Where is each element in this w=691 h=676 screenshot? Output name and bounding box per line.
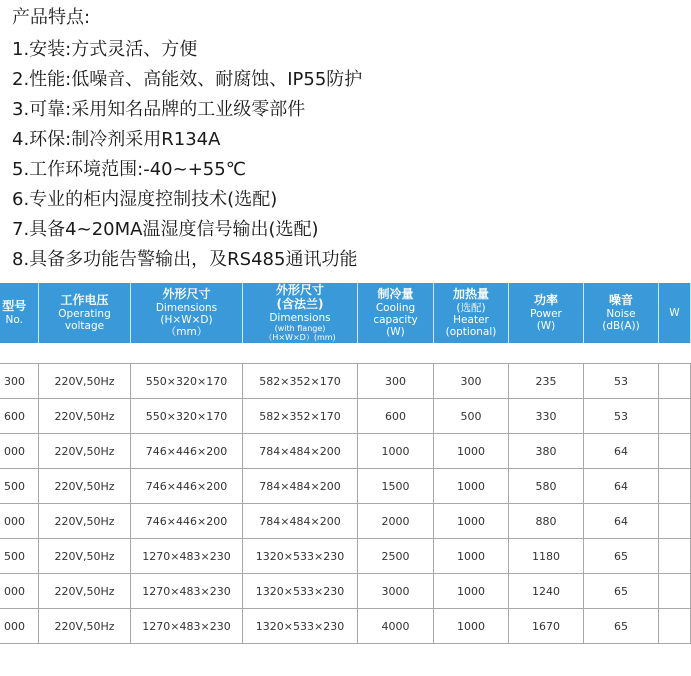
cell-model: 000: [0, 609, 39, 644]
cell-dims: 746×446×200: [131, 504, 243, 539]
table-row: [0, 504, 691, 539]
cell-power: 330: [509, 399, 584, 434]
cell-power: 880: [509, 504, 584, 539]
cell-cooling: 2000: [358, 504, 434, 539]
header-model: 型号 No.: [0, 283, 39, 343]
cell-voltage: 220V,50Hz: [39, 609, 131, 644]
feature-item: 8.具备多功能告警输出，及RS485通讯功能: [12, 249, 358, 270]
features-title: 产品特点:: [12, 7, 91, 28]
spec-table-container: [0, 282, 680, 676]
cell-noise: 65: [584, 539, 659, 574]
cell-cooling: 1500: [358, 469, 434, 504]
table-row: [0, 574, 691, 609]
cell-voltage: 220V,50Hz: [39, 504, 131, 539]
table-header-row: [0, 283, 691, 343]
cell-dims: 550×320×170: [131, 364, 243, 399]
cell-heating: 1000: [434, 469, 509, 504]
header-voltage: 工作电压 Operating voltage: [39, 283, 131, 343]
header-dimensions: 外形尺寸 Dimensions (H×W×D) （mm）: [131, 283, 243, 343]
cell-extra: [659, 399, 691, 434]
cell-power: 235: [509, 364, 584, 399]
cell-dims: 1270×483×230: [131, 574, 243, 609]
feature-item: 2.性能:低噪音、高能效、耐腐蚀、IP55防护: [12, 69, 363, 90]
header-dimensions-flange: 外形尺寸 (含法兰) Dimensions (with flange) （H×W×D）(mm): [243, 283, 358, 343]
cell-cooling: 2500: [358, 539, 434, 574]
cell-voltage: 220V,50Hz: [39, 364, 131, 399]
header-noise: 噪音 Noise (dB(A)): [584, 283, 659, 343]
cell-power: 1670: [509, 609, 584, 644]
cell-heating: 500: [434, 399, 509, 434]
cell-dims: 1270×483×230: [131, 609, 243, 644]
header-power: 功率 Power (W): [509, 283, 584, 343]
cell-noise: 65: [584, 609, 659, 644]
cell-dims-flange: 582×352×170: [243, 399, 358, 434]
table-row: [0, 399, 691, 434]
cell-extra: [659, 574, 691, 609]
cell-noise: 64: [584, 469, 659, 504]
cell-extra: [659, 539, 691, 574]
cell-voltage: 220V,50Hz: [39, 469, 131, 504]
cell-heating: 300: [434, 364, 509, 399]
cell-cooling: 3000: [358, 574, 434, 609]
cell-model: 500: [0, 469, 39, 504]
cell-cooling: 300: [358, 364, 434, 399]
cell-heating: 1000: [434, 574, 509, 609]
cell-model: 300: [0, 364, 39, 399]
cell-noise: 64: [584, 434, 659, 469]
cell-model: 000: [0, 574, 39, 609]
spec-table: [0, 283, 691, 644]
cell-extra: [659, 434, 691, 469]
feature-item: 4.环保:制冷剂采用R134A: [12, 129, 221, 150]
cell-dims: 550×320×170: [131, 399, 243, 434]
cell-cooling: 1000: [358, 434, 434, 469]
cell-heating: 1000: [434, 539, 509, 574]
cell-model: 500: [0, 539, 39, 574]
header-cooling: 制冷量 Cooling capacity (W): [358, 283, 434, 343]
cell-dims: 1270×483×230: [131, 539, 243, 574]
feature-item: 7.具备4~20MA温湿度信号输出(选配): [12, 219, 319, 240]
cell-voltage: 220V,50Hz: [39, 539, 131, 574]
cell-power: 580: [509, 469, 584, 504]
feature-item: 1.安装:方式灵活、方便: [12, 39, 198, 60]
header-heater: 加热量 (选配) Heater (optional): [434, 283, 509, 343]
cell-dims: 746×446×200: [131, 434, 243, 469]
cell-dims: 746×446×200: [131, 469, 243, 504]
table-row: [0, 609, 691, 644]
cell-dims-flange: 1320×533×230: [243, 574, 358, 609]
cell-model: 000: [0, 504, 39, 539]
header-extra: W: [659, 283, 691, 343]
cell-heating: 1000: [434, 434, 509, 469]
table-row: [0, 469, 691, 504]
cell-heating: 1000: [434, 609, 509, 644]
cell-extra: [659, 504, 691, 539]
feature-item: 5.工作环境范围:-40~+55℃: [12, 159, 246, 180]
cell-cooling: 4000: [358, 609, 434, 644]
cell-dims-flange: 1320×533×230: [243, 609, 358, 644]
cell-dims-flange: 582×352×170: [243, 364, 358, 399]
table-row: [0, 364, 691, 399]
table-row: [0, 434, 691, 469]
cell-model: 000: [0, 434, 39, 469]
table-row: [0, 539, 691, 574]
cell-dims-flange: 1320×533×230: [243, 539, 358, 574]
cell-noise: 53: [584, 364, 659, 399]
cell-noise: 64: [584, 504, 659, 539]
cell-voltage: 220V,50Hz: [39, 399, 131, 434]
cell-extra: [659, 469, 691, 504]
cell-extra: [659, 364, 691, 399]
cell-model: 600: [0, 399, 39, 434]
cell-power: 380: [509, 434, 584, 469]
cell-dims-flange: 784×484×200: [243, 469, 358, 504]
feature-item: 6.专业的柜内湿度控制技术(选配): [12, 189, 278, 210]
feature-item: 3.可靠:采用知名品牌的工业级零部件: [12, 99, 306, 120]
cell-noise: 65: [584, 574, 659, 609]
cell-heating: 1000: [434, 504, 509, 539]
cell-voltage: 220V,50Hz: [39, 574, 131, 609]
cell-extra: [659, 609, 691, 644]
cell-power: 1240: [509, 574, 584, 609]
product-features: [12, 6, 362, 275]
cell-cooling: 600: [358, 399, 434, 434]
cell-voltage: 220V,50Hz: [39, 434, 131, 469]
cell-dims-flange: 784×484×200: [243, 434, 358, 469]
cell-noise: 53: [584, 399, 659, 434]
cell-power: 1180: [509, 539, 584, 574]
spacer-row: [0, 343, 691, 364]
cell-dims-flange: 784×484×200: [243, 504, 358, 539]
